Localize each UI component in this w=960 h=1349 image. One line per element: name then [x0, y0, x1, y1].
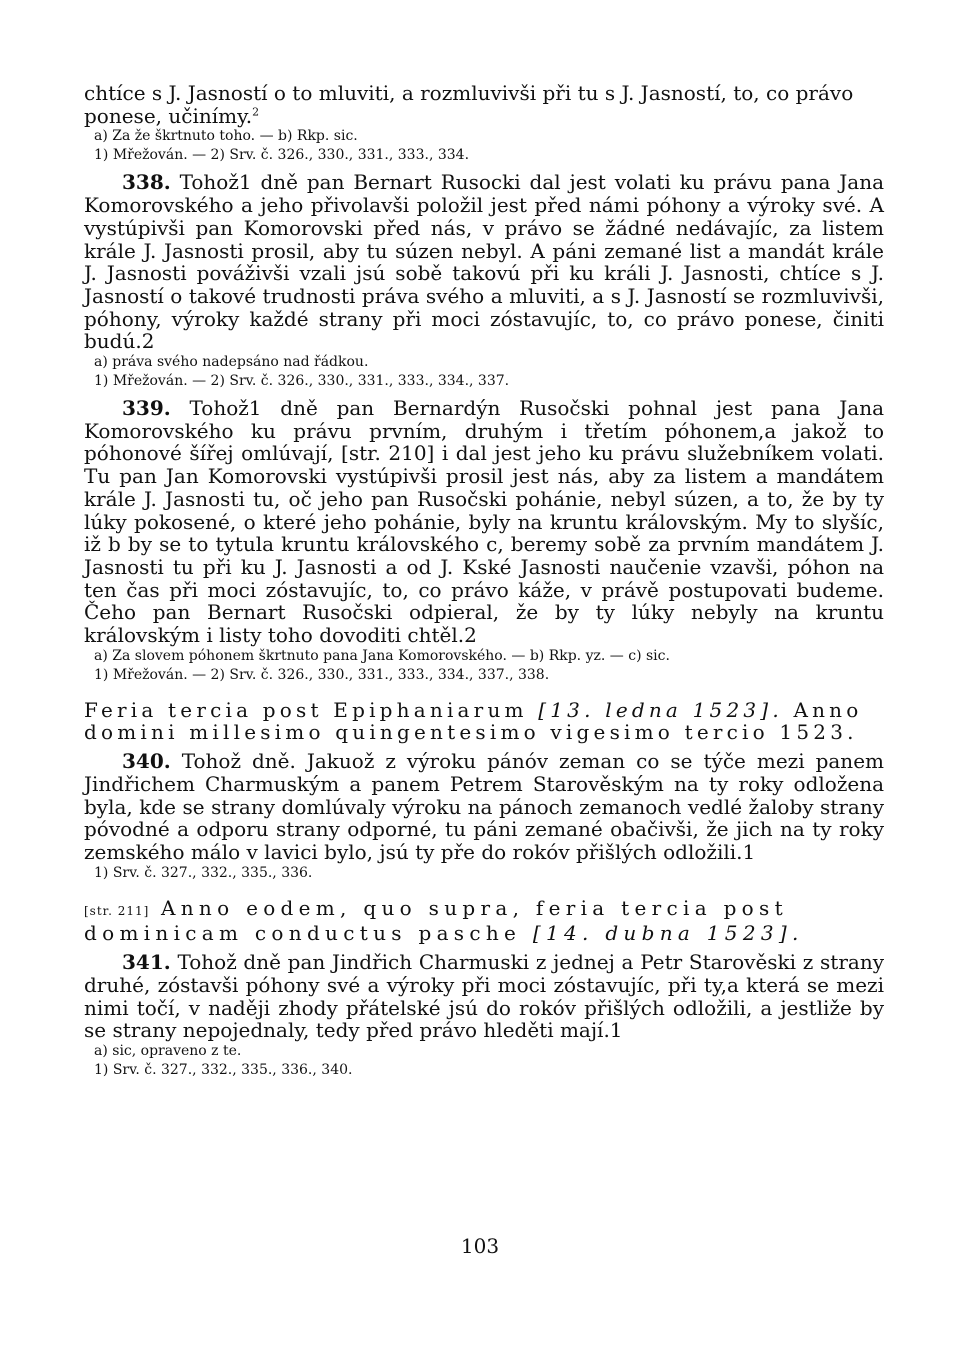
- footnote-a: a) Za že škrtnuto toho. — b) Rkp. sic.: [94, 128, 358, 145]
- document-page: [84, 82, 884, 1080]
- entry-338: 338. Tohož1 dně pan Bernart Rusocki dal jest volati ku právu pana Jana Komorovského a jeho přivolavši položil jest před námi póhony a výroky své. A vystúpivši pan Komorovski před nás, v právo se žádné nedávajíc, za listem krále J. Jasnosti prosil, aby tu súzen nebyl. A páni zemané list a mandát krále J. Jasnosti pováživši vzali jsú sobě takovú při ku králi J. Jasnosti, chtíce s J. Jasností o takové trudnosti práva svého a mluviti, a s J. Jasností se rozmluvivši, póhony, výroky každé strany při moci zóstavujíc, to, co právo ponese, činiti budú.2: [84, 170, 885, 354]
- footnote-339-a: a) Za slovem póhonem škrtnuto pana Jana Komorovského. — b) Rkp. yz. — c) sic.: [94, 647, 670, 664]
- footnote-340-1: 1) Srv. č. 327., 332., 335., 336.: [94, 864, 313, 881]
- footnote-1: 1) Mřežován. — 2) Srv. č. 326., 330., 331., 333., 334.: [94, 147, 470, 164]
- paragraph-continued: chtíce s J. Jasností o to mluviti, a rozmluvivši při tu s J. Jasností, to, co právo ponese, učinímy.$^2$: [84, 81, 854, 128]
- section-heading-1: Feria tercia post Epiphaniarum [13. ledna 1523]. Anno domini millesimo quingentesimo vigesimo tercio 1523.: [84, 697, 863, 745]
- footnote-339-1: 1) Mřežován. — 2) Srv. č. 326., 330., 331., 333., 334., 337., 338.: [94, 666, 550, 683]
- footnote-341-a: a) sic, opraveno z te.: [94, 1042, 242, 1059]
- page-number: 103: [460, 1234, 500, 1258]
- footnote-341-1: 1) Srv. č. 327., 332., 335., 336., 340.: [94, 1061, 353, 1078]
- section-heading-2: [str. 211] Anno eodem, quo supra, feria tercia post dominicam conductus pasche [14. dubna 1523].: [84, 895, 804, 946]
- footnote-338-1: 1) Mřežován. — 2) Srv. č. 326., 330., 331., 333., 334., 337.: [94, 373, 510, 390]
- entry-339: 339. Tohož1 dně pan Bernardýn Rusočski pohnal jest pana Jana Komorovského ku právu prvním, druhým i třetím póhonem,a jakož to póhonové šířej omlúvají, [str. 210] i dal jest jeho ku právu služebníkem volati. Tu pan Jan Komorovski vystúpivši prosil jest nás, aby za listem a mandátem krále J. Jasnosti tu, oč jeho pan Rusočski pohánie, nebyl súzen, a to, že by ty lúky pokosené, o které jeho pohánie, byly na kruntu královským. My to slyšíc, iž b by se to tytula kruntu královského c, beremy sobě za prvním mandátem J. Jasnosti tu při ku J. Jasnosti a od J. Kské Jasnosti naučenie vzavši, póhon na ten čas při moci zóstavujíc, to, co právo káže, v právě postupovati budeme. Čeho pan Bernart Rusočski odpieral, že by ty lúky nebyly na kruntu královským i listy toho dovoditi chtěl.2: [84, 396, 884, 648]
- entry-340: 340. Tohož dně. Jakuož z výroku pánóv zeman co se týče mezi panem Jindřichem Charmuským a panem Petrem Starověským na ty roky odložena byla, kde se strany domlúvaly výroku na pánoch zemanoch vedlé žaloby strany póvodné a odporu strany odporné, tu páni zemané obačivši, že jich na ty roky zemského málo v lavici bylo, jsú ty pře do rokóv přišlých odložili.1: [84, 749, 884, 864]
- entry-341: 341. Tohož dně pan Jindřich Charmuski z jednej a Petr Starověski z strany druhé, zóstavši póhony své a výroky při moci zóstavujíc, při ty,a která se mezi nimi točí, v naději zhody přátelské jsú do rokóv přišlých odložili, a jestliže by se strany nepojednaly, tedy před právo hleděti mají.1: [84, 950, 884, 1043]
- footnote-338-a: a) práva svého nadepsáno nad řádkou.: [94, 354, 369, 371]
